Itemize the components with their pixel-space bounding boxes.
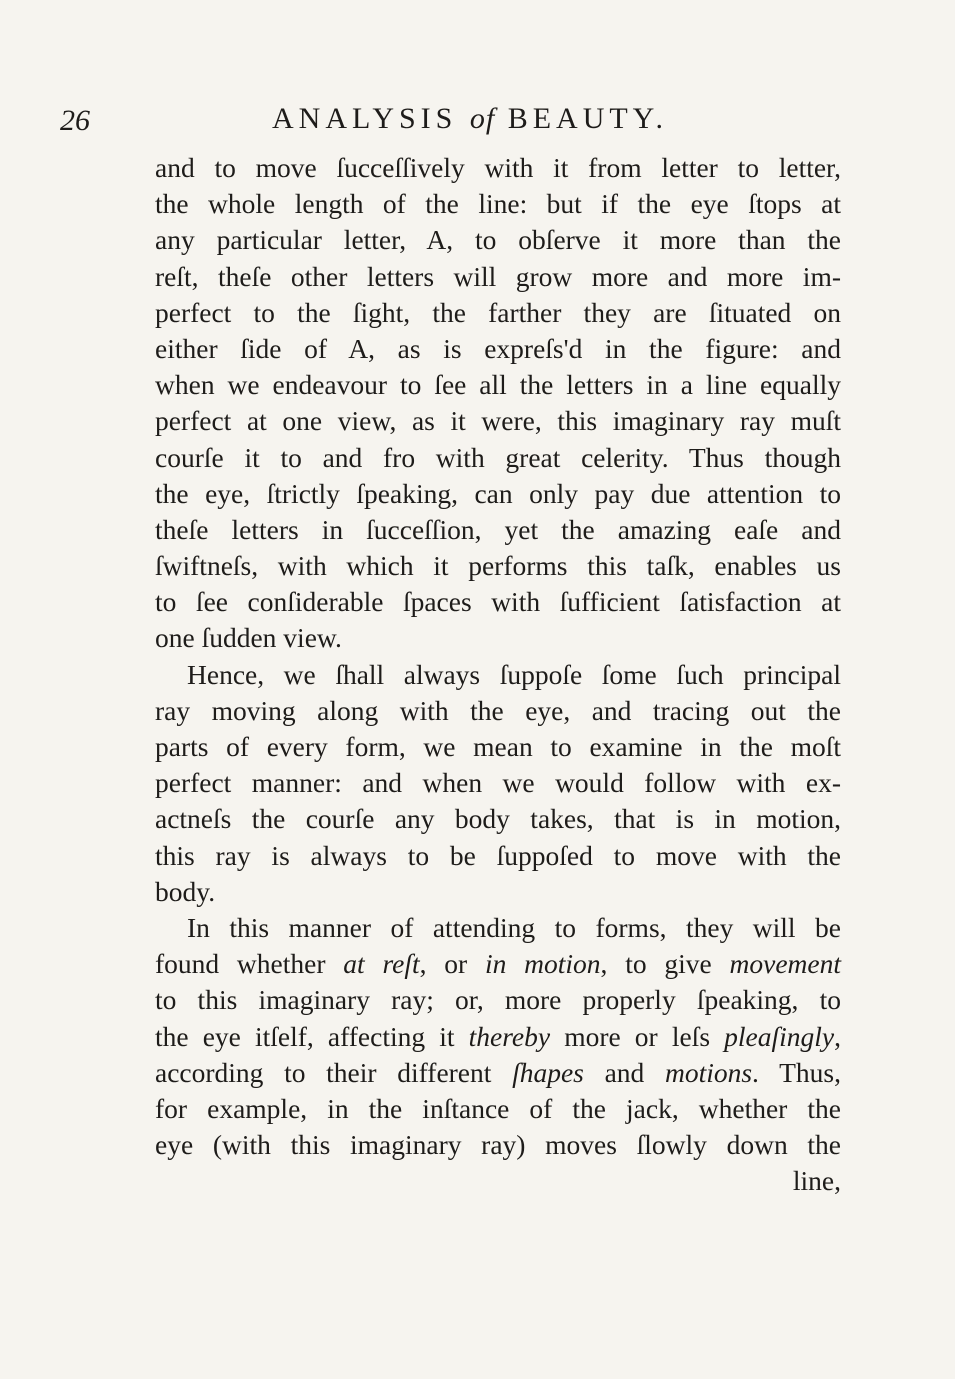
text-run: found whether: [155, 948, 344, 980]
text-run: , to give: [600, 948, 730, 980]
page-number: 26: [60, 104, 90, 137]
text-run: . Thus,: [752, 1056, 841, 1088]
text-line: theſe letters in ſucceſſion, yet the amazing eaſe and: [155, 513, 841, 545]
running-title: [272, 102, 668, 136]
italic-text: motions: [664, 1056, 753, 1088]
text-line: courſe it to and fro with great celerity. Thus though: [155, 441, 841, 473]
text-line: In this manner of attending to forms, they will be: [187, 911, 841, 943]
text-line: to this imaginary ray; or, more properly ſpeaking, to: [155, 984, 841, 1016]
running-head: [60, 100, 840, 140]
text-line: [155, 1055, 841, 1091]
italic-text: pleaſingly: [724, 1020, 835, 1052]
paragraph-2: [155, 657, 841, 910]
text-run: and: [583, 1056, 665, 1088]
text-line: ray moving along with the eye, and tracing out the: [155, 694, 841, 726]
text-line: reſt, theſe other letters will grow more and more im-: [155, 260, 841, 292]
text-run: according to their different: [155, 1056, 513, 1088]
text-line: and to move ſucceſſively with it from letter to letter,: [155, 152, 841, 183]
text-line: perfect at one view, as it were, this imaginary ray muſt: [155, 405, 841, 437]
text-line: any particular letter, A, to obſerve it more than the: [155, 224, 841, 256]
text-line: the eye, ſtrictly ſpeaking, can only pay due attention to: [155, 477, 841, 509]
italic-text: ſhapes: [512, 1056, 584, 1088]
text-line: this ray is always to be ſuppoſed to move with the: [155, 839, 841, 871]
text-line: actneſs the courſe any body takes, that is in motion,: [155, 803, 841, 835]
paragraph-3: [155, 910, 841, 1163]
text-line: [155, 946, 841, 982]
text-run: ,: [834, 1020, 841, 1052]
italic-text: at reſt: [343, 948, 420, 980]
text-line: for example, in the inſtance of the jack, whether the: [155, 1092, 841, 1124]
text-line: eye (with this imaginary ray) moves ſlowly down the: [155, 1129, 841, 1161]
text-line: perfect manner: and when we would follow with ex-: [155, 767, 841, 799]
text-run: the eye itſelf, affecting it: [155, 1020, 469, 1052]
title-of: of: [469, 102, 496, 135]
paragraph-1: [155, 150, 841, 657]
title-analysis: ANALYSIS: [272, 102, 458, 135]
italic-text: in motion: [484, 948, 601, 980]
text-line: Hence, we ſhall always ſuppoſe ſome ſuch principal: [187, 658, 841, 690]
body-text: [155, 150, 841, 1199]
text-line: parts of every form, we mean to examine in the moſt: [155, 731, 841, 762]
text-line: to ſee conſiderable ſpaces with ſufficient ſatisfaction at: [155, 586, 841, 618]
text-line: one ſudden view.: [155, 622, 342, 654]
text-line: when we endeavour to ſee all the letters in a line equally: [155, 369, 841, 401]
italic-text: thereby: [468, 1020, 551, 1052]
text-line: ſwiftneſs, with which it performs this taſk, enables us: [155, 550, 841, 582]
text-run: more or leſs: [550, 1020, 725, 1052]
italic-text: movement: [729, 948, 841, 980]
text-line: [155, 1019, 841, 1055]
catchword: line,: [792, 1165, 841, 1197]
text-run: , or: [419, 948, 485, 980]
title-beauty: BEAUTY.: [507, 102, 668, 135]
text-line: the whole length of the line: but if the eye ſtops at: [155, 188, 841, 220]
text-line: either ſide of A, as is expreſs'd in the figure: and: [155, 332, 841, 364]
text-line: body.: [155, 875, 216, 907]
text-line: perfect to the ſight, the farther they are ſituated on: [155, 296, 841, 328]
